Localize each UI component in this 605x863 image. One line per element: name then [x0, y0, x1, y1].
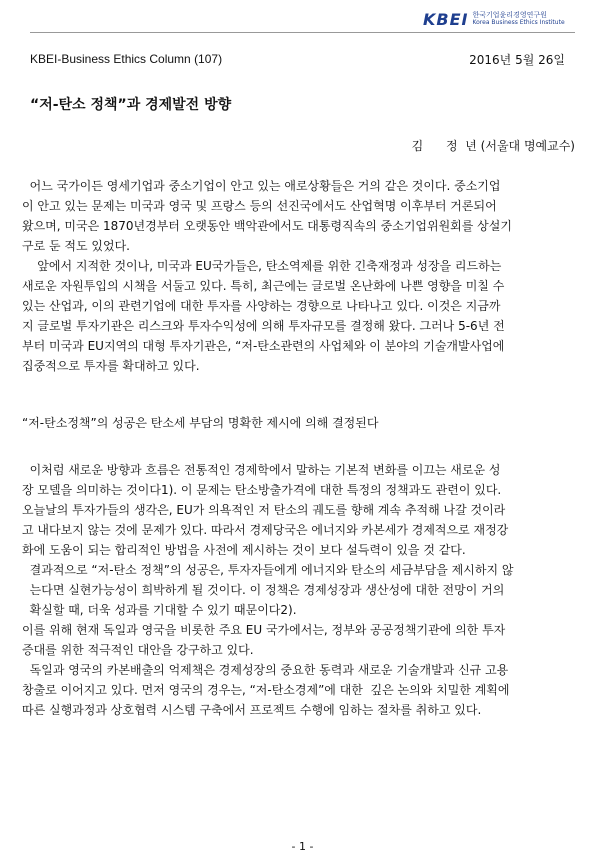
logo-korean-name: 한국기업윤리경영연구원 [472, 10, 547, 19]
header-divider [30, 32, 575, 33]
text-line: 있는 산업과, 이의 관련기업에 대한 투자를 사양하는 경향으로 나타나고 있다. 이것은 지금까 [22, 299, 501, 313]
text-line: 구로 둔 적도 있었다. [22, 239, 130, 253]
paragraph-1 [22, 176, 575, 256]
text-line: 어느 국가이든 영세기업과 중소기업이 안고 있는 애로상황들은 거의 같은 것이다. 중소기업 [22, 179, 501, 193]
paragraph-2 [22, 256, 575, 376]
logo-mark: KBEI [423, 9, 469, 29]
text-line: 새로운 자원투입의 시책을 서둘고 있다. 특히, 최근에는 글로벌 온난화에 나쁜 영향을 미칠 수 [22, 279, 505, 293]
column-series: KBEI-Business Ethics Column (107) [30, 52, 223, 66]
text-line: 지 글로벌 투자기관은 리스크와 투자수익성에 의해 투자규모를 결정해 왔다. 그러나 5-6년 전 [22, 319, 505, 333]
text-line: 앞에서 지적한 것이나, 미국과 EU국가들은, 탄소역제를 위한 긴축재정과 성장을 리드하는 [22, 259, 502, 273]
author-line: 김 정 년 (서울대 명예교수) [411, 139, 575, 153]
text-line: 독일과 영국의 카본배출의 억제책은 경제성장의 중요한 동력과 새로운 기술개발과 신규 고용 [22, 663, 509, 677]
kbei-logo [423, 8, 575, 30]
text-line: 오늘날의 투자가들의 생각은, EU가 의욕적인 저 탄소의 궤도를 향해 계속 추적해 나갈 것이라 [22, 503, 506, 517]
text-line: 는다면 실현가능성이 희박하게 될 것이다. 이 정책은 경제성장과 생산성에 대한 전망이 거의 [22, 583, 505, 597]
section-heading: “저-탄소정책”의 성공은 탄소세 부담의 명확한 제시에 의해 결정된다 [22, 416, 379, 430]
text-line: 결과적으로 “저-탄소 정책”의 성공은, 투자자들에게 에너지와 탄소의 세금부담을 제시하지 않 [22, 563, 514, 577]
page-number: - 1 - [291, 840, 314, 853]
text-line: 집중적으로 투자를 확대하고 있다. [22, 359, 200, 373]
logo-text [472, 12, 564, 26]
text-line: 화에 도움이 되는 합리적인 방법을 사전에 제시하는 것이 보다 설득력이 있을 것 같다. [22, 543, 466, 557]
text-line: 따른 실행과정과 상호협력 시스템 구축에서 프로젝트 수행에 임하는 절차를 취하고 있다. [22, 703, 482, 717]
text-line: 부터 미국과 EU지역의 대형 투자기관은, “저-탄소관련의 사업체와 이 분야의 기술개발사업에 [22, 339, 505, 353]
text-line: 왔으며, 미국은 1870년경부터 오랫동안 백악관에서도 대통령직속의 중소기업위원회를 상설기 [22, 219, 512, 233]
text-line: 창출로 이어지고 있다. 먼저 영국의 경우는, “저-탄소경제”에 대한 깊은 논의와 치밀한 계획에 [22, 683, 510, 697]
text-line: 이처럼 새로운 방향과 흐름은 전통적인 경제학에서 말하는 기본적 변화를 이끄는 새로운 성 [22, 463, 501, 477]
text-line: 장 모델을 의미하는 것이다1). 이 문제는 탄소방출가격에 대한 특정의 정책과도 관련이 있다. [22, 483, 502, 497]
text-line: 증대를 위한 적극적인 대안을 강구하고 있다. [22, 643, 254, 657]
logo-english-name: Korea Business Ethics Institute [472, 18, 565, 26]
article-title: “저-탄소 정책”과 경제발전 방향 [30, 97, 232, 113]
paragraph-3 [22, 460, 575, 720]
text-line: 이를 위해 현재 독일과 영국을 비롯한 주요 EU 국가에서는, 정부와 공공정책기관에 의한 투자 [22, 623, 506, 637]
text-line: 확실할 때, 더욱 성과를 기대할 수 있기 때문이다2). [22, 603, 297, 617]
text-line: 이 안고 있는 문제는 미국과 영국 및 프랑스 등의 선진국에서도 산업혁명 이후부터 거론되어 [22, 199, 497, 213]
text-line: 고 내다보지 않는 것에 문제가 있다. 따라서 경제당국은 에너지와 카본세가 경제적으로 재정강 [22, 523, 509, 537]
publish-date: 2016년 5월 26일 [469, 53, 565, 67]
